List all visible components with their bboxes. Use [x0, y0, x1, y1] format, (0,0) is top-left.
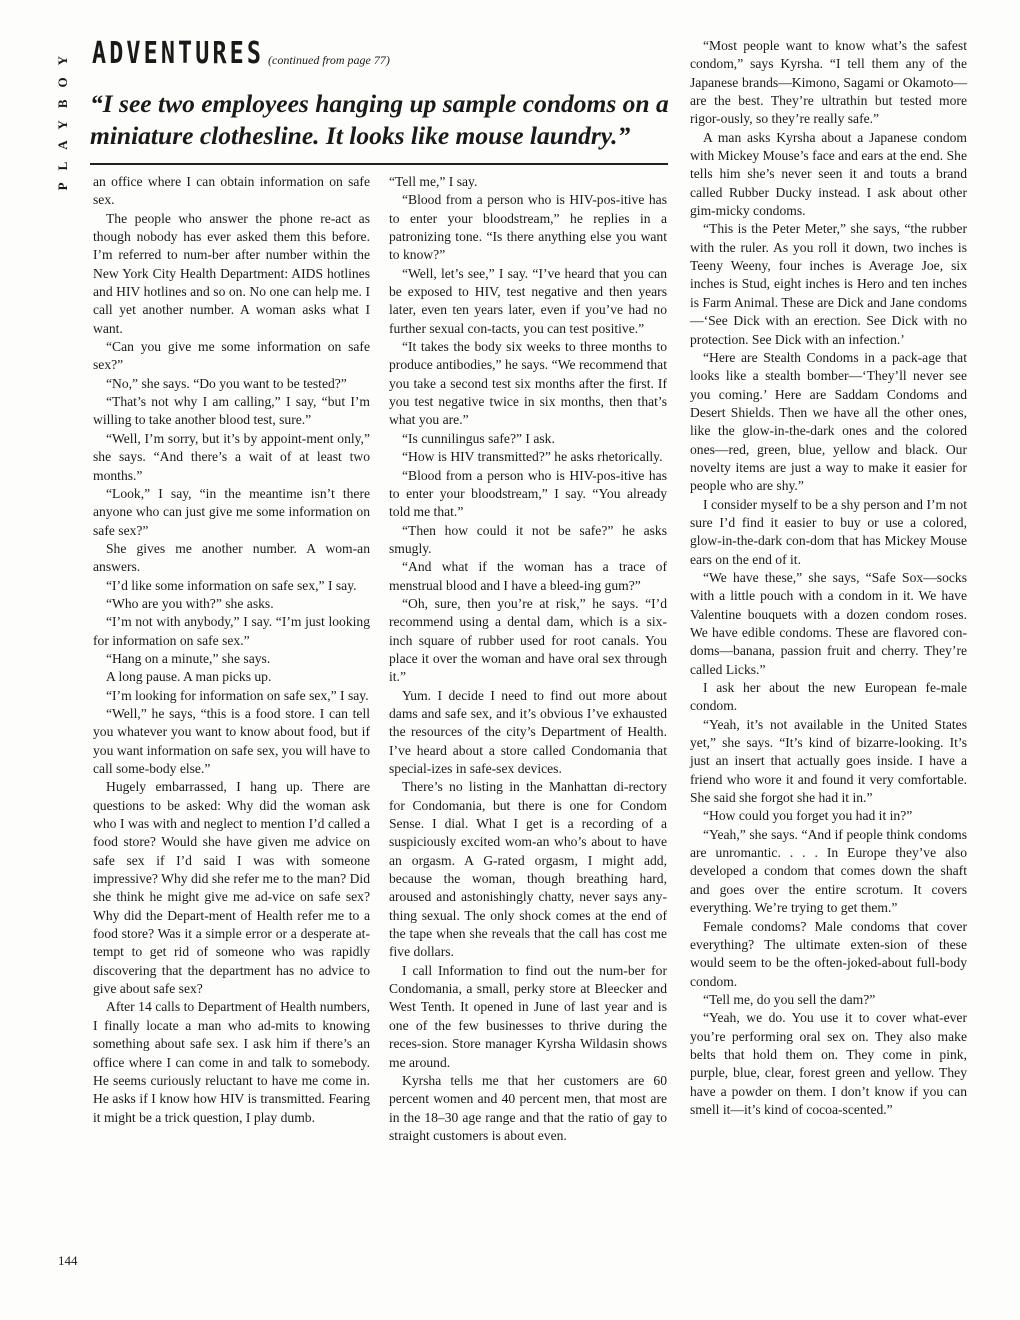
- paragraph: “I’d like some information on safe sex,” I say.: [106, 577, 357, 593]
- paragraph: “And what if the woman has a trace of menstrual blood and I have a bleed-ing gum?”: [389, 559, 667, 593]
- paragraph: “We have these,” she says, “Safe Sox—socks with a little pouch with a condom in it. We have Valentine bouquets with a dozen condom roses. We have edible condoms. These are flavored con-doms—banana, passion fruit and cherry. They’re called Licks.”: [690, 569, 967, 677]
- column-2: [389, 173, 667, 1145]
- paragraph: “How could you forget you had it in?”: [703, 808, 913, 824]
- pull-quote: “I see two employees hanging up sample condoms on a miniature clothesline. It looks like mouse laundry.”: [90, 89, 669, 150]
- page-number: 144: [58, 1253, 78, 1268]
- paragraph: “Most people want to know what’s the safest condom,” says Kyrsha. “I tell them any of the Japanese brands—Kimono, Sagami or Okamoto—are the best. They’re ultrathin but tested more rigor-ously, so they’re really safe.”: [690, 38, 967, 127]
- paragraph: “Well, I’m sorry, but it’s by appoint-ment only,” she says. “And there’s a wait of at least two months.”: [93, 430, 370, 483]
- paragraph: A man asks Kyrsha about a Japanese condom with Mickey Mouse’s face and ears at the end. She tells him she’s never seen it and touts a brand called Rubber Ducky instead. I ask about other gim-micky condoms.: [690, 129, 967, 219]
- magazine-name: PLAYBOY: [55, 44, 70, 191]
- paragraph: “I’m not with anybody,” I say. “I’m just looking for information on safe sex.”: [93, 614, 370, 648]
- paragraph: an office where I can obtain information on safe sex.: [93, 174, 370, 208]
- paragraph: “It takes the body six weeks to three months to produce antibodies,” he says. “We recommend that you take a second test six months after the first. If you test negative twice in six months, then that’s what you are.”: [389, 339, 667, 428]
- paragraph: “Blood from a person who is HIV-pos-itive has to enter your bloodstream,” he replies in a patronizing tone. “Is there anything else you want to know?”: [389, 192, 667, 263]
- paragraph: Yum. I decide I need to find out more about dams and safe sex, and it’s obvious I’ve exhausted the resources of the city’s Department of Health. I’ve heard about a store called Condomania that special-izes in safe-sex devices.: [389, 687, 667, 776]
- column-3: [690, 37, 967, 1119]
- paragraph: “How is HIV transmitted?” he asks rhetorically.: [402, 449, 663, 465]
- paragraph: “Is cunnilingus safe?” I ask.: [402, 430, 555, 446]
- paragraph: “Yeah, we do. You use it to cover what-ever you’re performing oral sex on. They also make belts that hold them on. They come in pink, purple, blue, clear, forest green and yellow. They have a powder on them. I don’t know if you can smell it—it’s kind of cocoa-scented.”: [690, 1010, 967, 1117]
- paragraph: I consider myself to be a shy person and I’m not sure I’d find it easier to buy or use a colored, glow-in-the-dark con-dom that has Mickey Mouse ears on the end of it.: [690, 496, 967, 567]
- paragraph: I ask her about the new European fe-male condom.: [690, 680, 967, 714]
- paragraph: “That’s not why I am calling,” I say, “but I’m willing to take another blood test, sure.”: [93, 394, 370, 428]
- column-1: [93, 173, 370, 1127]
- continued-note: (continued from page 77): [268, 53, 390, 67]
- paragraph: Kyrsha tells me that her customers are 60 percent women and 40 percent men, that most are in the 18–30 age range and that the ratio of gay to straight customers is about even.: [389, 1072, 667, 1143]
- paragraph: “Here are Stealth Condoms in a pack-age that looks like a stealth bomber—‘They’ll never see you coming.’ Here are Saddam Condoms and Desert Shields. Then we have all the other ones, like the glow-in-the-dark ones and the colored ones—red, green, blue, yellow and black. Our novelty items are just a way to make it easier for people who are shy.”: [690, 349, 967, 494]
- paragraph: “Can you give me some information on safe sex?”: [93, 339, 370, 373]
- paragraph: There’s no listing in the Manhattan di-rectory for Condomania, but there is one for Condom Sense. I dial. What I get is a recording of a suspiciously excited wom-an who’s about to have an orgasm. A G-rated orgasm, I might add, because the woman, though breathing hard, aroused and astonishingly chatty, never says any-thing sexual. The only shock comes at the end of the tape when she reveals that the call has cost me five dollars.: [389, 779, 667, 960]
- paragraph: “Yeah, it’s not available in the United States yet,” she says. “It’s kind of bizarre-looking. It’s just an insert that actually goes inside. I have a friend who wore it and found it very comfortable. She said she forgot she had it in.”: [690, 716, 967, 806]
- paragraph: “Oh, sure, then you’re at risk,” he says. “I’d recommend using a dental dam, which is a six-inch square of rubber used for root canals. You place it over the woman and have oral sex through it.”: [389, 595, 667, 685]
- section-title: ADVENTURES: [92, 36, 265, 71]
- paragraph: She gives me another number. A wom-an answers.: [93, 540, 370, 575]
- paragraph: “Who are you with?” she asks.: [106, 595, 274, 611]
- paragraph: “No,” she says. “Do you want to be tested?”: [106, 375, 347, 391]
- header-rule: [90, 163, 668, 165]
- paragraph: A long pause. A man picks up.: [106, 669, 272, 685]
- paragraph: “Then how could it not be safe?” he asks smugly.: [389, 522, 667, 556]
- paragraph: Hugely embarrassed, I hang up. There are questions to be asked: Why did the woman ask who I was with and neglect to mention I’d called a food store? Would she have given me advice on safe sex if I’d said I was with someone impressive? Why did she refer me to the man? Did she think he might give me ad-vice on safe sex? Why did the Depart-ment of Health refer me to a food store? Was it a simple error or a desperate at-tempt to get rid of someone who was rapidly discovering that the department has no advice to give about safe sex?: [93, 779, 370, 997]
- paragraph: “Look,” I say, “in the meantime isn’t there anyone who can just give me some information on safe sex?”: [93, 485, 370, 538]
- paragraph: “Blood from a person who is HIV-pos-itive has to enter your bloodstream,” I say. “You already told me that.”: [389, 467, 667, 520]
- paragraph: “Tell me, do you sell the dam?”: [703, 991, 876, 1007]
- paragraph: I call Information to find out the num-ber for Condomania, a small, perky store at Bleecker and West Tenth. It opened in June of last year and is one of the few businesses to thrive during the reces-sion. Store manager Kyrsha Wildasin shows me around.: [389, 962, 667, 1070]
- paragraph: “This is the Peter Meter,” she says, “the rubber with the ruler. As you roll it down, two inches is Teeny Weeny, four inches is Average Joe, six inches is Stud, eight inches is Hero and ten inches is Farm Animal. These are Dick and Jane condoms—‘See Dick with an erection. See Dick with no protection. See Dick with an infection.’: [690, 221, 967, 347]
- paragraph: Female condoms? Male condoms that cover everything? The ultimate exten-sion of these would seem to be the often-joked-about full-body condom.: [690, 918, 967, 989]
- paragraph: “Well, let’s see,” I say. “I’ve heard that you can be exposed to HIV, test negative and then years later, even ten years later, even if you’ve had no further sexual con-tacts, you can test positive.”: [389, 265, 667, 336]
- paragraph: “Tell me,” I say.: [389, 174, 478, 189]
- paragraph: “Hang on a minute,” she says.: [106, 650, 271, 666]
- paragraph: “Yeah,” she says. “And if people think condoms are unromantic. . . . In Europe they’ve also developed a condom that comes down the shaft and goes over the entire scrotum. It covers everything. We’re trying to get them.”: [690, 826, 967, 916]
- paragraph: After 14 calls to Department of Health numbers, I finally locate a man who ad-mits to knowing something about safe sex. I ask him if there’s an office where I can come in and talk to somebody. He seems curiously reluctant to have me come in. He asks if I know how HIV is transmitted. Fearing it might be a trick question, I play dumb.: [93, 999, 370, 1125]
- paragraph: “Well,” he says, “this is a food store. I can tell you whatever you want to know about food, but if you want information on safe sex, you will have to call some-body else.”: [93, 705, 370, 776]
- paragraph: “I’m looking for information on safe sex,” I say.: [106, 687, 369, 703]
- paragraph: The people who answer the phone re-act as though nobody has ever asked them this before. I’m referred to num-ber after number within the New York City Health Department: AIDS hotlines and HIV hotlines and so on. No one can help me. I call yet another number. A woman asks what I want.: [93, 210, 370, 336]
